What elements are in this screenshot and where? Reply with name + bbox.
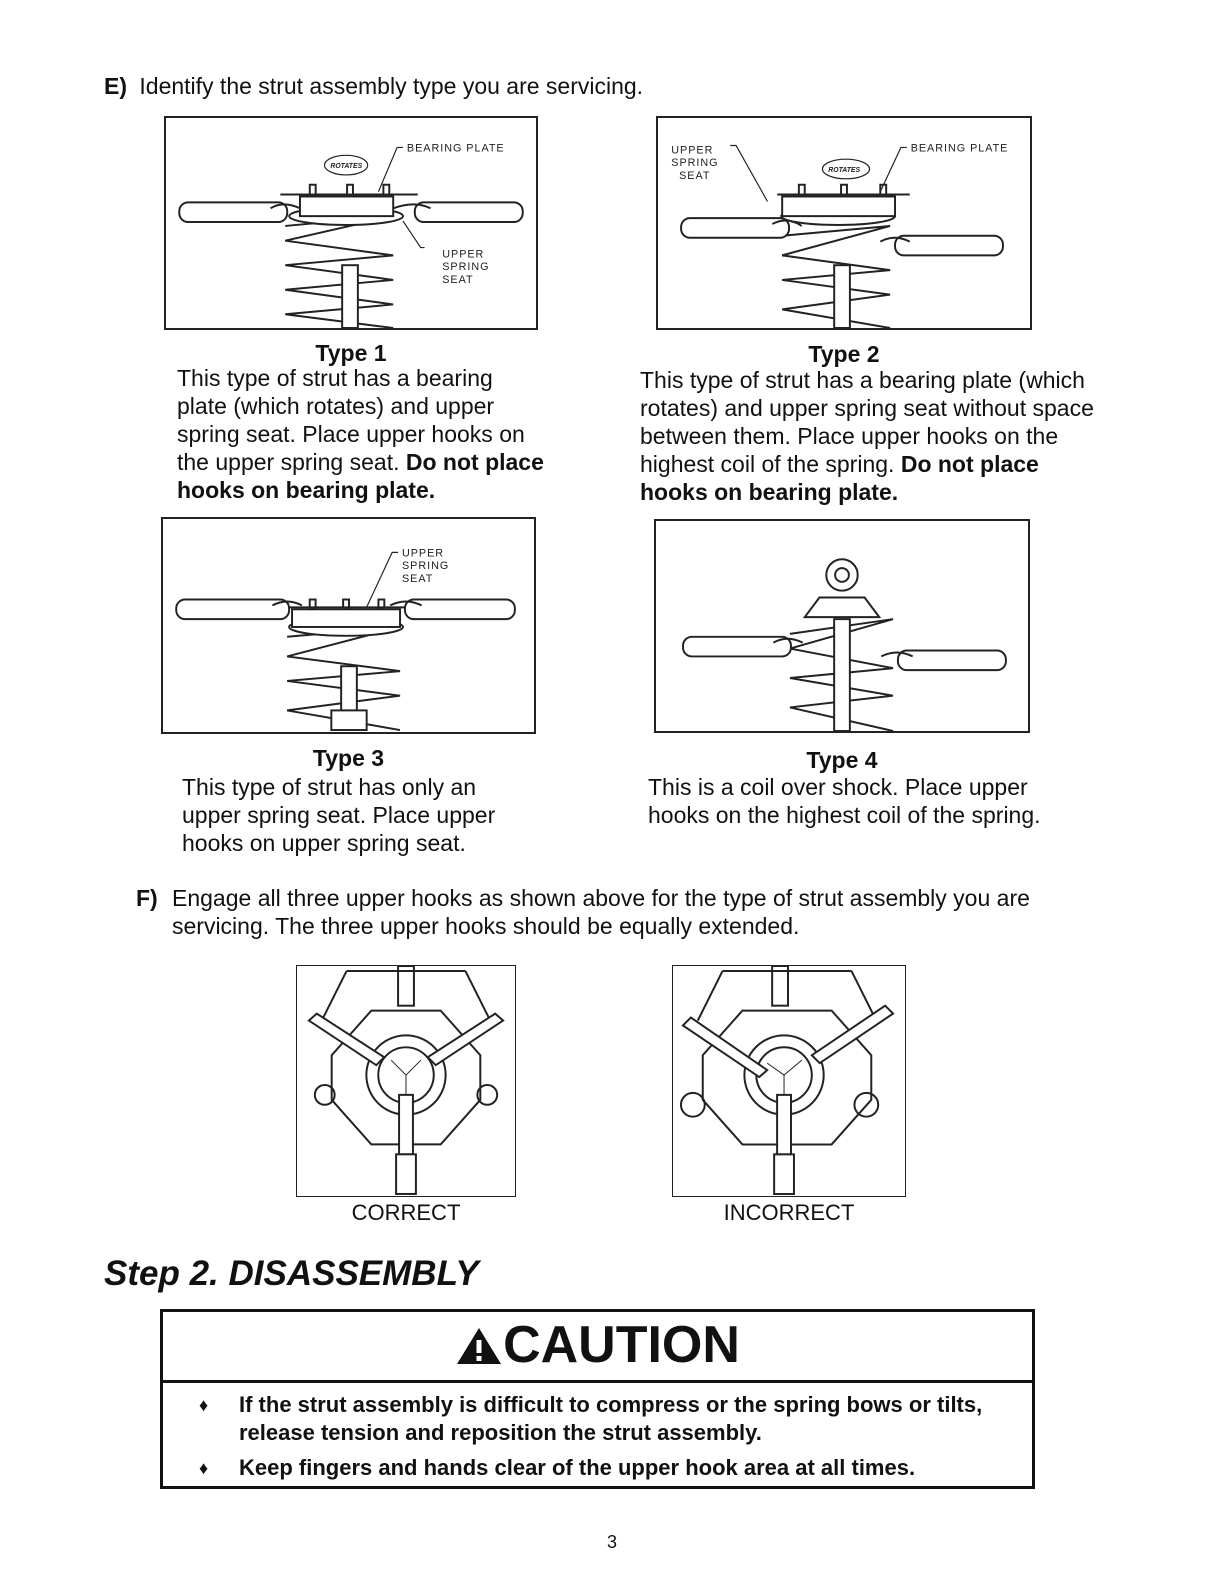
warning-triangle-icon <box>455 1326 503 1366</box>
type3-label-upper: UPPER <box>401 547 445 560</box>
type2-title: Type 2 <box>808 341 880 367</box>
caution-item-text: If the strut assembly is difficult to compress or the spring bows or tilts, release tension and reposition the strut assembly. <box>239 1392 983 1445</box>
caution-item <box>199 1454 1032 1482</box>
type2-label-rotates: ROTATES <box>828 166 861 174</box>
type3-label-spring: SPRING <box>401 560 450 573</box>
caution-list <box>163 1383 1032 1482</box>
caution-header <box>163 1312 1032 1383</box>
caution-box <box>160 1309 1035 1489</box>
type2-desc-plain: This type of strut has a bearing plate (which rotates) and upper spring seat without space between them. Place upper hooks on the highest coil of the spring. <box>640 367 1094 477</box>
step2-title: Step 2. DISASSEMBLY <box>104 1254 479 1293</box>
step-f-text: Engage all three upper hooks as shown above for the type of strut assembly you are servicing. The three upper hooks should be equally extended. <box>172 885 1030 939</box>
diamond-bullet-icon: ♦ <box>199 1458 209 1478</box>
type1-label-rotates: ROTATES <box>330 163 363 171</box>
type2-label-upper: UPPER <box>671 144 714 157</box>
type1-label-bearing-plate: BEARING PLATE <box>406 142 505 155</box>
type1-title: Type 1 <box>315 340 387 366</box>
type3-description <box>182 773 532 857</box>
incorrect-figure <box>672 965 906 1197</box>
type4-desc-plain: This is a coil over shock. Place upper hooks on the highest coil of the spring. <box>648 774 1041 828</box>
caption-correct: CORRECT <box>351 1200 461 1225</box>
caption-incorrect: INCORRECT <box>723 1200 855 1225</box>
caution-heading: CAUTION <box>503 1316 740 1374</box>
type2-description <box>640 366 1100 506</box>
step-e <box>104 72 643 100</box>
correct-figure <box>296 965 516 1197</box>
type1-desc-plain: This type of strut has a bearing plate (which rotates) and upper spring seat. Place upper hooks on the upper spring seat. <box>177 365 525 475</box>
type3-title: Type 3 <box>312 745 385 771</box>
type4-figure <box>654 519 1030 733</box>
step-f <box>136 884 1096 940</box>
type3-figure <box>161 517 536 734</box>
type3-label-seat: SEAT <box>401 572 434 585</box>
type2-label-spring: SPRING <box>671 157 719 170</box>
step-f-letter: F) <box>136 885 158 911</box>
type2-figure <box>656 116 1032 330</box>
step-e-letter: E) <box>104 73 127 99</box>
caution-item-text: Keep fingers and hands clear of the upper hook area at all times. <box>239 1455 916 1480</box>
type2-label-seat: SEAT <box>679 169 711 182</box>
type1-label-seat: SEAT <box>442 273 474 286</box>
page-number: 3 <box>606 1532 617 1552</box>
type4-description <box>648 773 1068 829</box>
type1-desc-bold: Do not place hooks on bearing plate. <box>177 449 544 503</box>
step-e-text: Identify the strut assembly type you are servicing. <box>139 73 644 99</box>
type2-desc-bold: Do not place hooks on bearing plate. <box>640 451 1039 505</box>
type1-label-spring: SPRING <box>442 261 490 274</box>
diamond-bullet-icon: ♦ <box>199 1395 209 1415</box>
type4-title: Type 4 <box>806 747 878 773</box>
caution-item <box>199 1391 1032 1447</box>
type1-description <box>177 364 547 504</box>
type2-label-bearing-plate: BEARING PLATE <box>910 142 1009 155</box>
type3-desc-plain: This type of strut has only an upper spring seat. Place upper hooks on upper spring seat. <box>182 774 496 856</box>
type1-label-upper: UPPER <box>442 248 485 261</box>
type1-figure <box>164 116 538 330</box>
